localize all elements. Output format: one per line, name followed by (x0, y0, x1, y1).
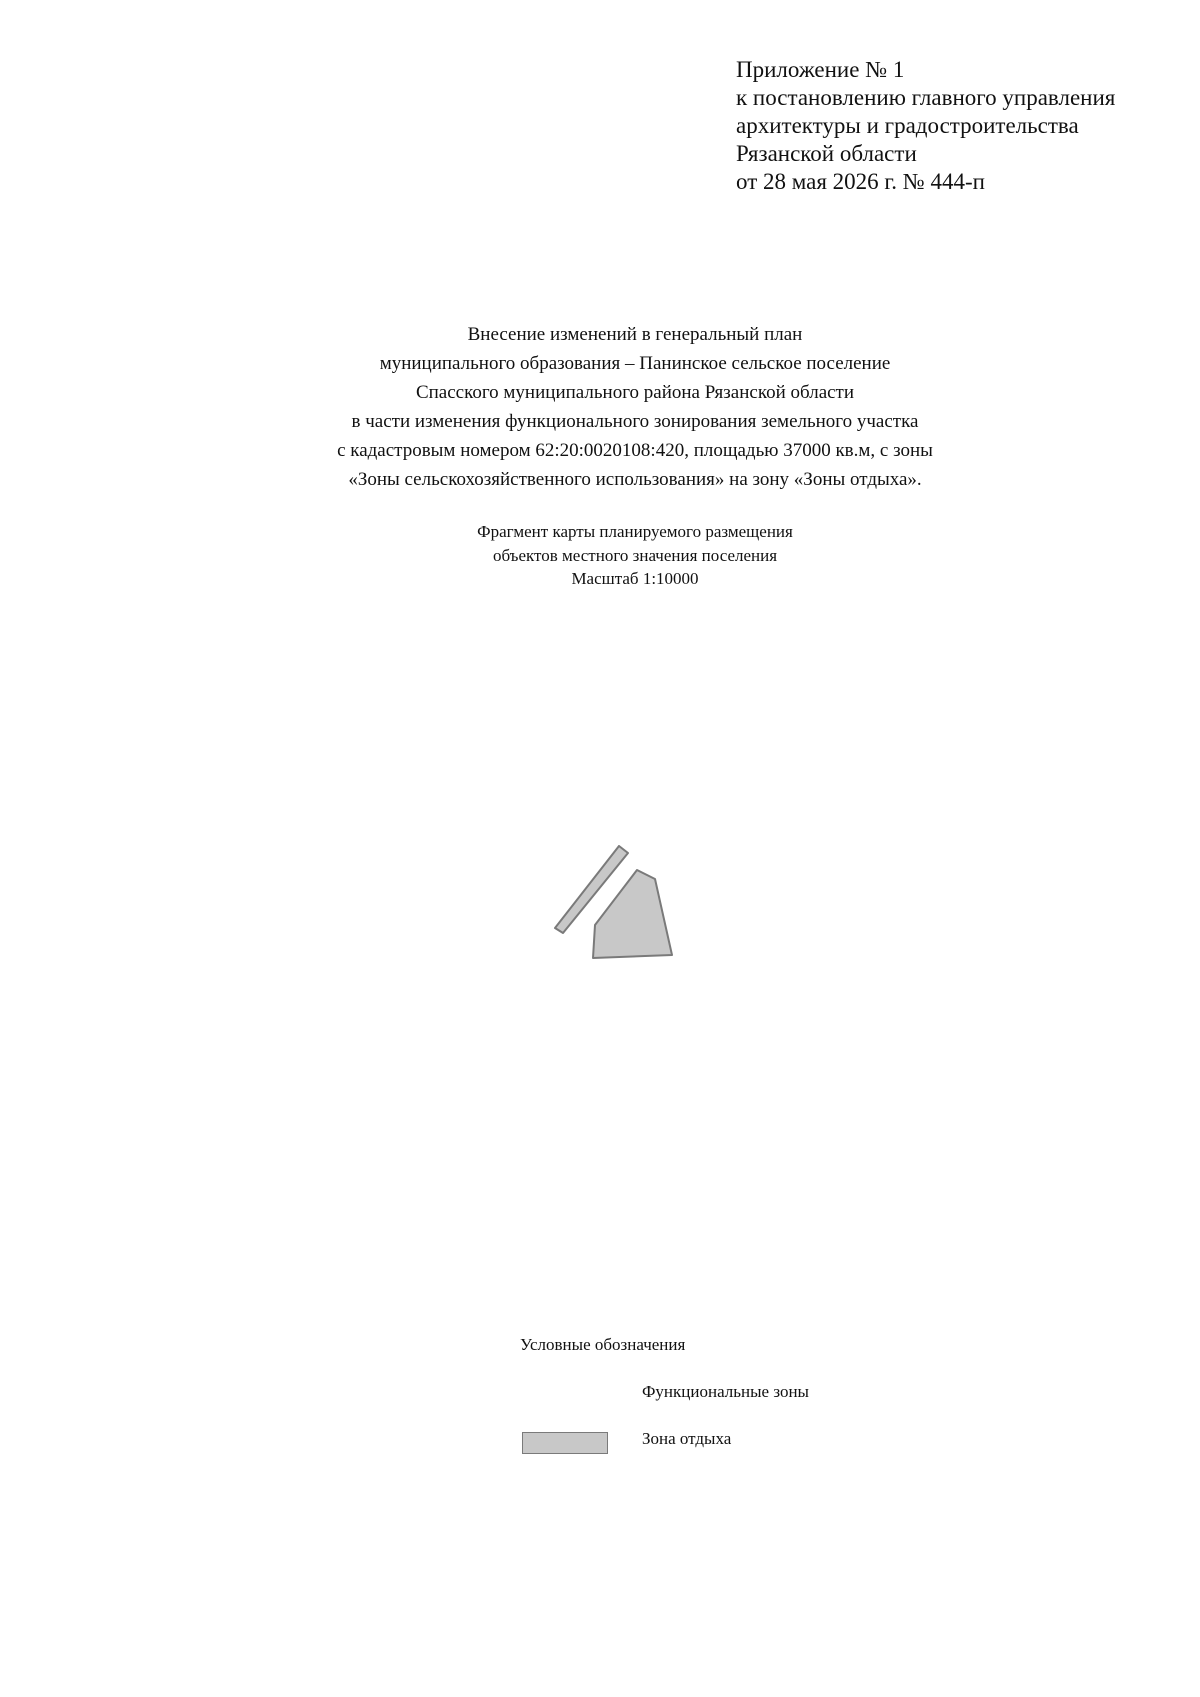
zone-map (540, 845, 690, 985)
appendix-line: архитектуры и градостроительства (736, 113, 1079, 138)
title-line: с кадастровым номером 62:20:0020108:420, площадью 37000 кв.м, с зоны (337, 440, 933, 461)
legend-title: Условные обозначения (520, 1335, 686, 1354)
appendix-line: от 28 мая 2026 г. № 444-п (736, 169, 985, 194)
document-title (0, 320, 1200, 494)
title-line: муниципального образования – Панинское сельское поселение (379, 353, 891, 374)
appendix-header (736, 56, 1115, 196)
scale-label: Масштаб 1:10000 (571, 569, 699, 588)
title-line: Внесение изменений в генеральный план (467, 324, 803, 345)
title-line: Спасского муниципального района Рязанской области (415, 382, 855, 403)
zone-parcel-polygon (593, 870, 672, 958)
legend-subtitle: Функциональные зоны (642, 1382, 809, 1401)
title-line: в части изменения функционального зонирования земельного участка (351, 411, 919, 432)
appendix-line: Рязанской области (736, 141, 917, 166)
legend-swatch-recreation-zone (522, 1432, 608, 1454)
map-caption (0, 520, 1200, 591)
caption-line: Фрагмент карты планируемого размещения (477, 522, 793, 541)
caption-line: объектов местного значения поселения (492, 545, 778, 565)
appendix-line: к постановлению главного управления (736, 85, 1116, 110)
title-line: «Зоны сельскохозяйственного использования» на зону «Зоны отдыха». (348, 469, 922, 490)
legend-label-recreation-zone: Зона отдыха (642, 1429, 732, 1448)
appendix-line: Приложение № 1 (736, 57, 905, 82)
